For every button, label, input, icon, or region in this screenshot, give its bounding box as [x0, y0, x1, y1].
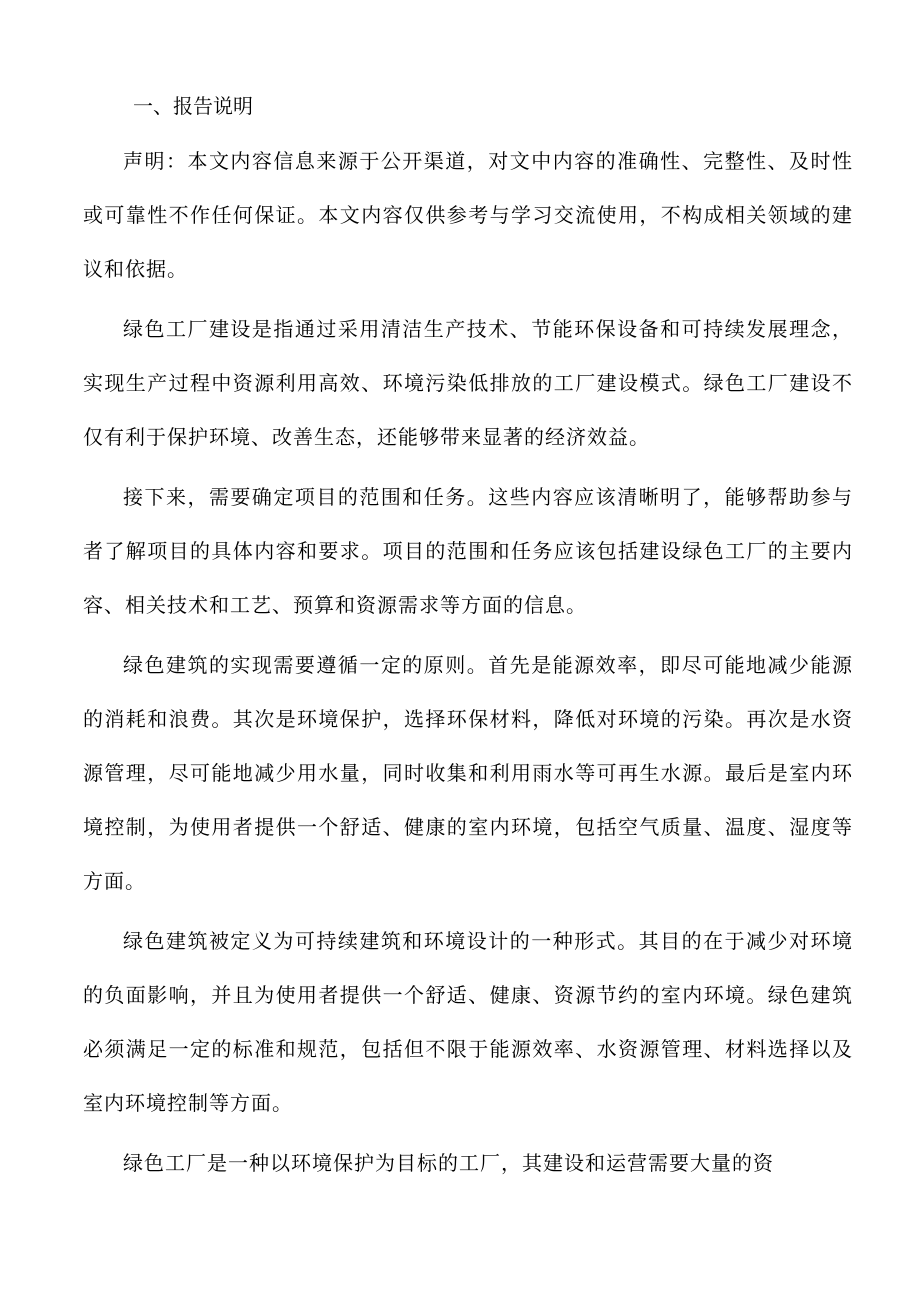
paragraph-project-scope: 接下来，需要确定项目的范围和任务。这些内容应该清晰明了，能够帮助参与者了解项目的具体内容和要求。项目的范围和任务应该包括建设绿色工厂的主要内容、相关技术和工艺、预算和资源需求等方面的信息。 — [83, 485, 853, 617]
paragraph-green-factory-operation: 绿色工厂是一种以环境保护为目标的工厂，其建设和运营需要大量的资 — [123, 1151, 774, 1175]
section-heading: 一、报告说明 — [133, 94, 253, 118]
paragraph-green-building-definition: 绿色建筑被定义为可持续建筑和环境设计的一种形式。其目的在于减少对环境的负面影响，并且为使用者提供一个舒适、健康、资源节约的室内环境。绿色建筑必须满足一定的标准和规范，包括但不限于能源效率、水资源管理、材料选择以及室内环境控制等方面。 — [83, 929, 853, 1115]
disclaimer-paragraph: 声明：本文内容信息来源于公开渠道，对文中内容的准确性、完整性、及时性或可靠性不作任何保证。本文内容仅供参考与学习交流使用，不构成相关领域的建议和依据。 — [83, 149, 853, 281]
paragraph-green-building-principles: 绿色建筑的实现需要遵循一定的原则。首先是能源效率，即尽可能地减少能源的消耗和浪费。其次是环境保护，选择环保材料，降低对环境的污染。再次是水资源管理，尽可能地减少用水量，同时收集和利用雨水等可再生水源。最后是室内环境控制，为使用者提供一个舒适、健康的室内环境，包括空气质量、温度、湿度等方面。 — [83, 653, 853, 893]
paragraph-green-factory-definition: 绿色工厂建设是指通过采用清洁生产技术、节能环保设备和可持续发展理念，实现生产过程中资源利用高效、环境污染低排放的工厂建设模式。绿色工厂建设不仅有利于保护环境、改善生态，还能够带来显著的经济效益。 — [83, 317, 853, 449]
document-body — [83, 84, 853, 1190]
